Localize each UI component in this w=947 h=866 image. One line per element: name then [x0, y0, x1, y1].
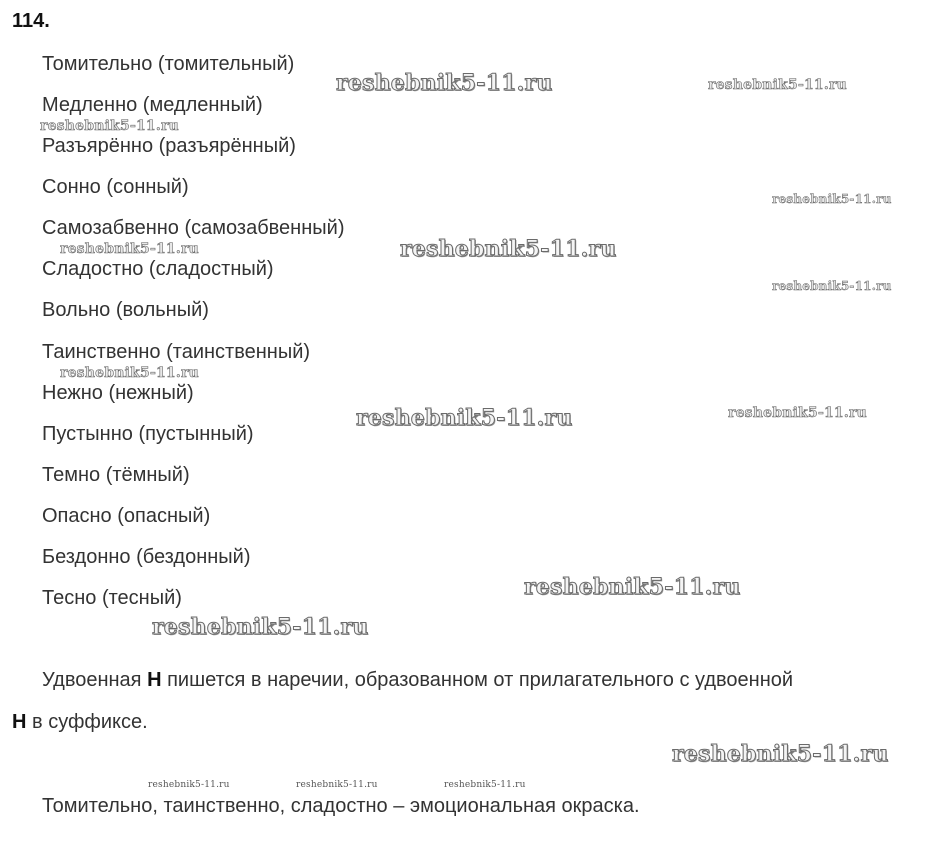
- watermark: reshebnik5-11.ru: [296, 780, 378, 790]
- word-item: Тесно (тесный): [42, 587, 182, 609]
- word-item: Темно (тёмный): [42, 464, 190, 486]
- word-item: Пустынно (пустынный): [42, 423, 254, 445]
- rule-letter: Н: [12, 711, 27, 733]
- word-item: Разъярённо (разъярённый): [42, 135, 296, 157]
- watermark: reshebnik5-11.ru: [400, 236, 617, 262]
- watermark: reshebnik5-11.ru: [336, 70, 553, 96]
- word-item: Вольно (вольный): [42, 299, 209, 321]
- rule-text: в суффиксе.: [26, 711, 148, 733]
- watermark: reshebnik5-11.ru: [772, 192, 892, 206]
- word-item: Томительно (томительный): [42, 53, 295, 75]
- rule-text: Удвоенная: [42, 669, 148, 691]
- watermark: reshebnik5-11.ru: [148, 780, 230, 790]
- conclusion-text: Томительно, таинственно, сладостно – эмоциональная окраска.: [42, 795, 640, 817]
- watermark: reshebnik5-11.ru: [152, 614, 369, 640]
- word-item: Таинственно (таинственный): [42, 341, 311, 363]
- rule-text: пишется в наречии, образованном от прилагательного с удвоенной: [161, 669, 794, 691]
- rule-letter: Н: [147, 669, 162, 691]
- watermark: reshebnik5-11.ru: [60, 365, 199, 381]
- watermark: reshebnik5-11.ru: [708, 77, 847, 93]
- watermark: reshebnik5-11.ru: [60, 241, 199, 257]
- word-item: Бездонно (бездонный): [42, 546, 251, 568]
- word-item: Нежно (нежный): [42, 382, 194, 404]
- watermark: reshebnik5-11.ru: [444, 780, 526, 790]
- watermark: reshebnik5-11.ru: [728, 405, 867, 421]
- watermark: reshebnik5-11.ru: [356, 405, 573, 431]
- watermark: reshebnik5-11.ru: [524, 574, 741, 600]
- rule-line-2: [12, 710, 148, 734]
- word-item: Самозабвенно (самозабвенный): [42, 217, 345, 239]
- word-item: Опасно (опасный): [42, 505, 211, 527]
- watermark: reshebnik5-11.ru: [772, 279, 892, 293]
- watermark: reshebnik5-11.ru: [672, 741, 889, 767]
- rule-line-1: [42, 668, 793, 692]
- word-item: Медленно (медленный): [42, 94, 263, 116]
- watermark: reshebnik5-11.ru: [40, 118, 179, 134]
- word-item: Сладостно (сладостный): [42, 258, 274, 280]
- word-item: Сонно (сонный): [42, 176, 189, 198]
- exercise-number: 114.: [12, 10, 50, 32]
